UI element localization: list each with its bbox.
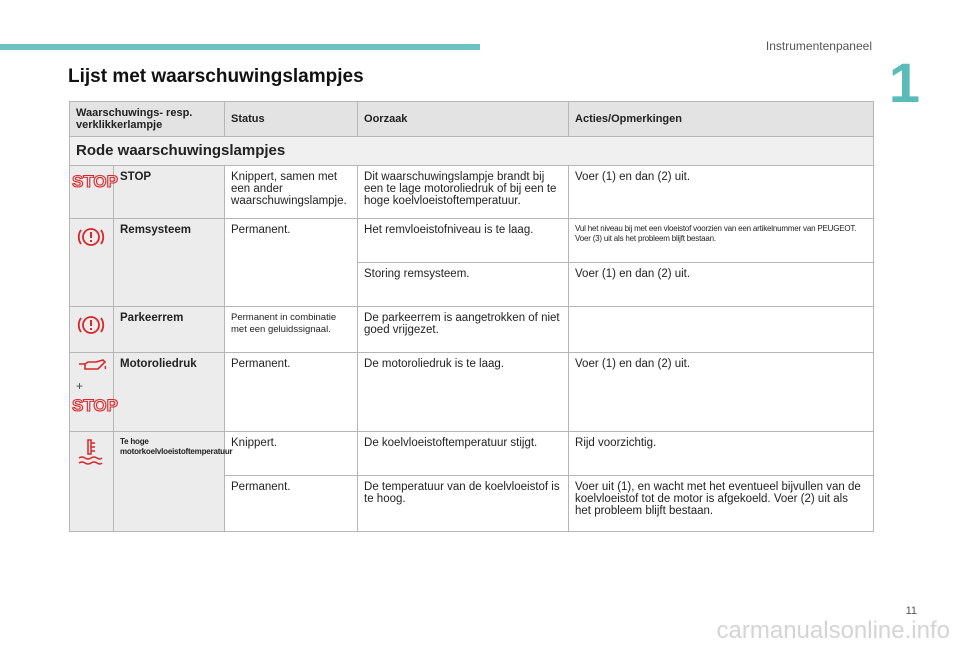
header-accent-bar bbox=[0, 44, 480, 50]
status-cell: Permanent. bbox=[225, 476, 358, 532]
lamp-name-coolant: Te hoge motorkoelvloeistoftemperatuur bbox=[114, 432, 225, 532]
section-row bbox=[70, 137, 874, 166]
table-header-row bbox=[70, 102, 874, 137]
status-cell: Knippert. bbox=[225, 432, 358, 476]
page-title: Lijst met waarschuwingslampjes bbox=[68, 66, 364, 87]
cause-cell: De temperatuur van de koelvloeistof is te hoog. bbox=[358, 476, 569, 532]
header-actions: Acties/Opmerkingen bbox=[569, 102, 874, 137]
table-row bbox=[70, 307, 874, 353]
lamp-name-brake: Remsysteem bbox=[114, 219, 225, 307]
cause-cell: De parkeerrem is aangetrokken of niet goed vrijgezet. bbox=[358, 307, 569, 353]
brake-icon-cell bbox=[70, 219, 114, 307]
lamp-name-oil: Motoroliedruk bbox=[114, 353, 225, 432]
watermark: carmanualsonline.info bbox=[716, 617, 950, 644]
warning-lamps-table bbox=[69, 101, 874, 532]
header-cause: Oorzaak bbox=[358, 102, 569, 137]
plus-sign: + bbox=[76, 379, 84, 393]
action-cell: Vul het niveau bij met een vloeistof voorzien van een artikelnummer van PEUGEOT. Voer (3) uit als het probleem blijft bestaan. bbox=[569, 219, 874, 263]
stop-icon bbox=[72, 171, 118, 191]
header-lamp: Waarschuwings- resp. verklikkerlampje bbox=[70, 102, 225, 137]
cause-cell: Het remvloeistofniveau is te laag. bbox=[358, 219, 569, 263]
stop-icon bbox=[72, 395, 118, 415]
action-cell bbox=[569, 307, 874, 353]
lamp-name-stop: STOP bbox=[114, 166, 225, 219]
svg-text:STOP: STOP bbox=[72, 396, 118, 415]
table-row bbox=[70, 219, 874, 263]
stop-icon-cell bbox=[70, 166, 118, 219]
oil-icon-cell bbox=[70, 353, 118, 432]
section-title: Instrumentenpaneel bbox=[765, 39, 872, 53]
table-row bbox=[70, 166, 874, 219]
table-row bbox=[70, 432, 874, 476]
status-cell: Permanent. bbox=[225, 353, 358, 432]
coolant-temperature-icon bbox=[76, 437, 104, 467]
cause-cell: Dit waarschuwingslampje brandt bij een te lage motoroliedruk of bij een te hoge koelvloeistoftemperatuur. bbox=[358, 166, 569, 219]
status-cell: Permanent. bbox=[225, 219, 358, 307]
section-label: Rode waarschuwingslampjes bbox=[70, 137, 874, 166]
cause-cell: De motoroliedruk is te laag. bbox=[358, 353, 569, 432]
chapter-number: 1 bbox=[888, 51, 920, 114]
status-cell: Permanent in combinatie met een geluidssignaal. bbox=[225, 307, 358, 353]
status-cell: Knippert, samen met een ander waarschuwingslampje. bbox=[225, 166, 358, 219]
lamp-name-parking: Parkeerrem bbox=[114, 307, 225, 353]
brake-warning-icon bbox=[76, 312, 106, 338]
cause-cell: De koelvloeistoftemperatuur stijgt. bbox=[358, 432, 569, 476]
coolant-icon-cell bbox=[70, 432, 114, 532]
action-cell: Voer (1) en dan (2) uit. bbox=[569, 166, 874, 219]
page-number: 11 bbox=[905, 605, 917, 617]
action-cell: Voer (1) en dan (2) uit. bbox=[569, 353, 874, 432]
table-row bbox=[70, 353, 874, 432]
action-cell: Voer uit (1), en wacht met het eventueel bijvullen van de koelvloeistof tot de motor is afgekoeld. Voer (2) uit als het probleem blijft bestaan. bbox=[569, 476, 874, 532]
action-cell: Rijd voorzichtig. bbox=[569, 432, 874, 476]
brake-warning-icon bbox=[76, 224, 106, 250]
oil-pressure-icon bbox=[76, 358, 108, 374]
cause-cell: Storing remsysteem. bbox=[358, 263, 569, 307]
action-cell: Voer (1) en dan (2) uit. bbox=[569, 263, 874, 307]
header-status: Status bbox=[225, 102, 358, 137]
svg-text:STOP: STOP bbox=[72, 172, 118, 191]
parking-icon-cell bbox=[70, 307, 114, 353]
